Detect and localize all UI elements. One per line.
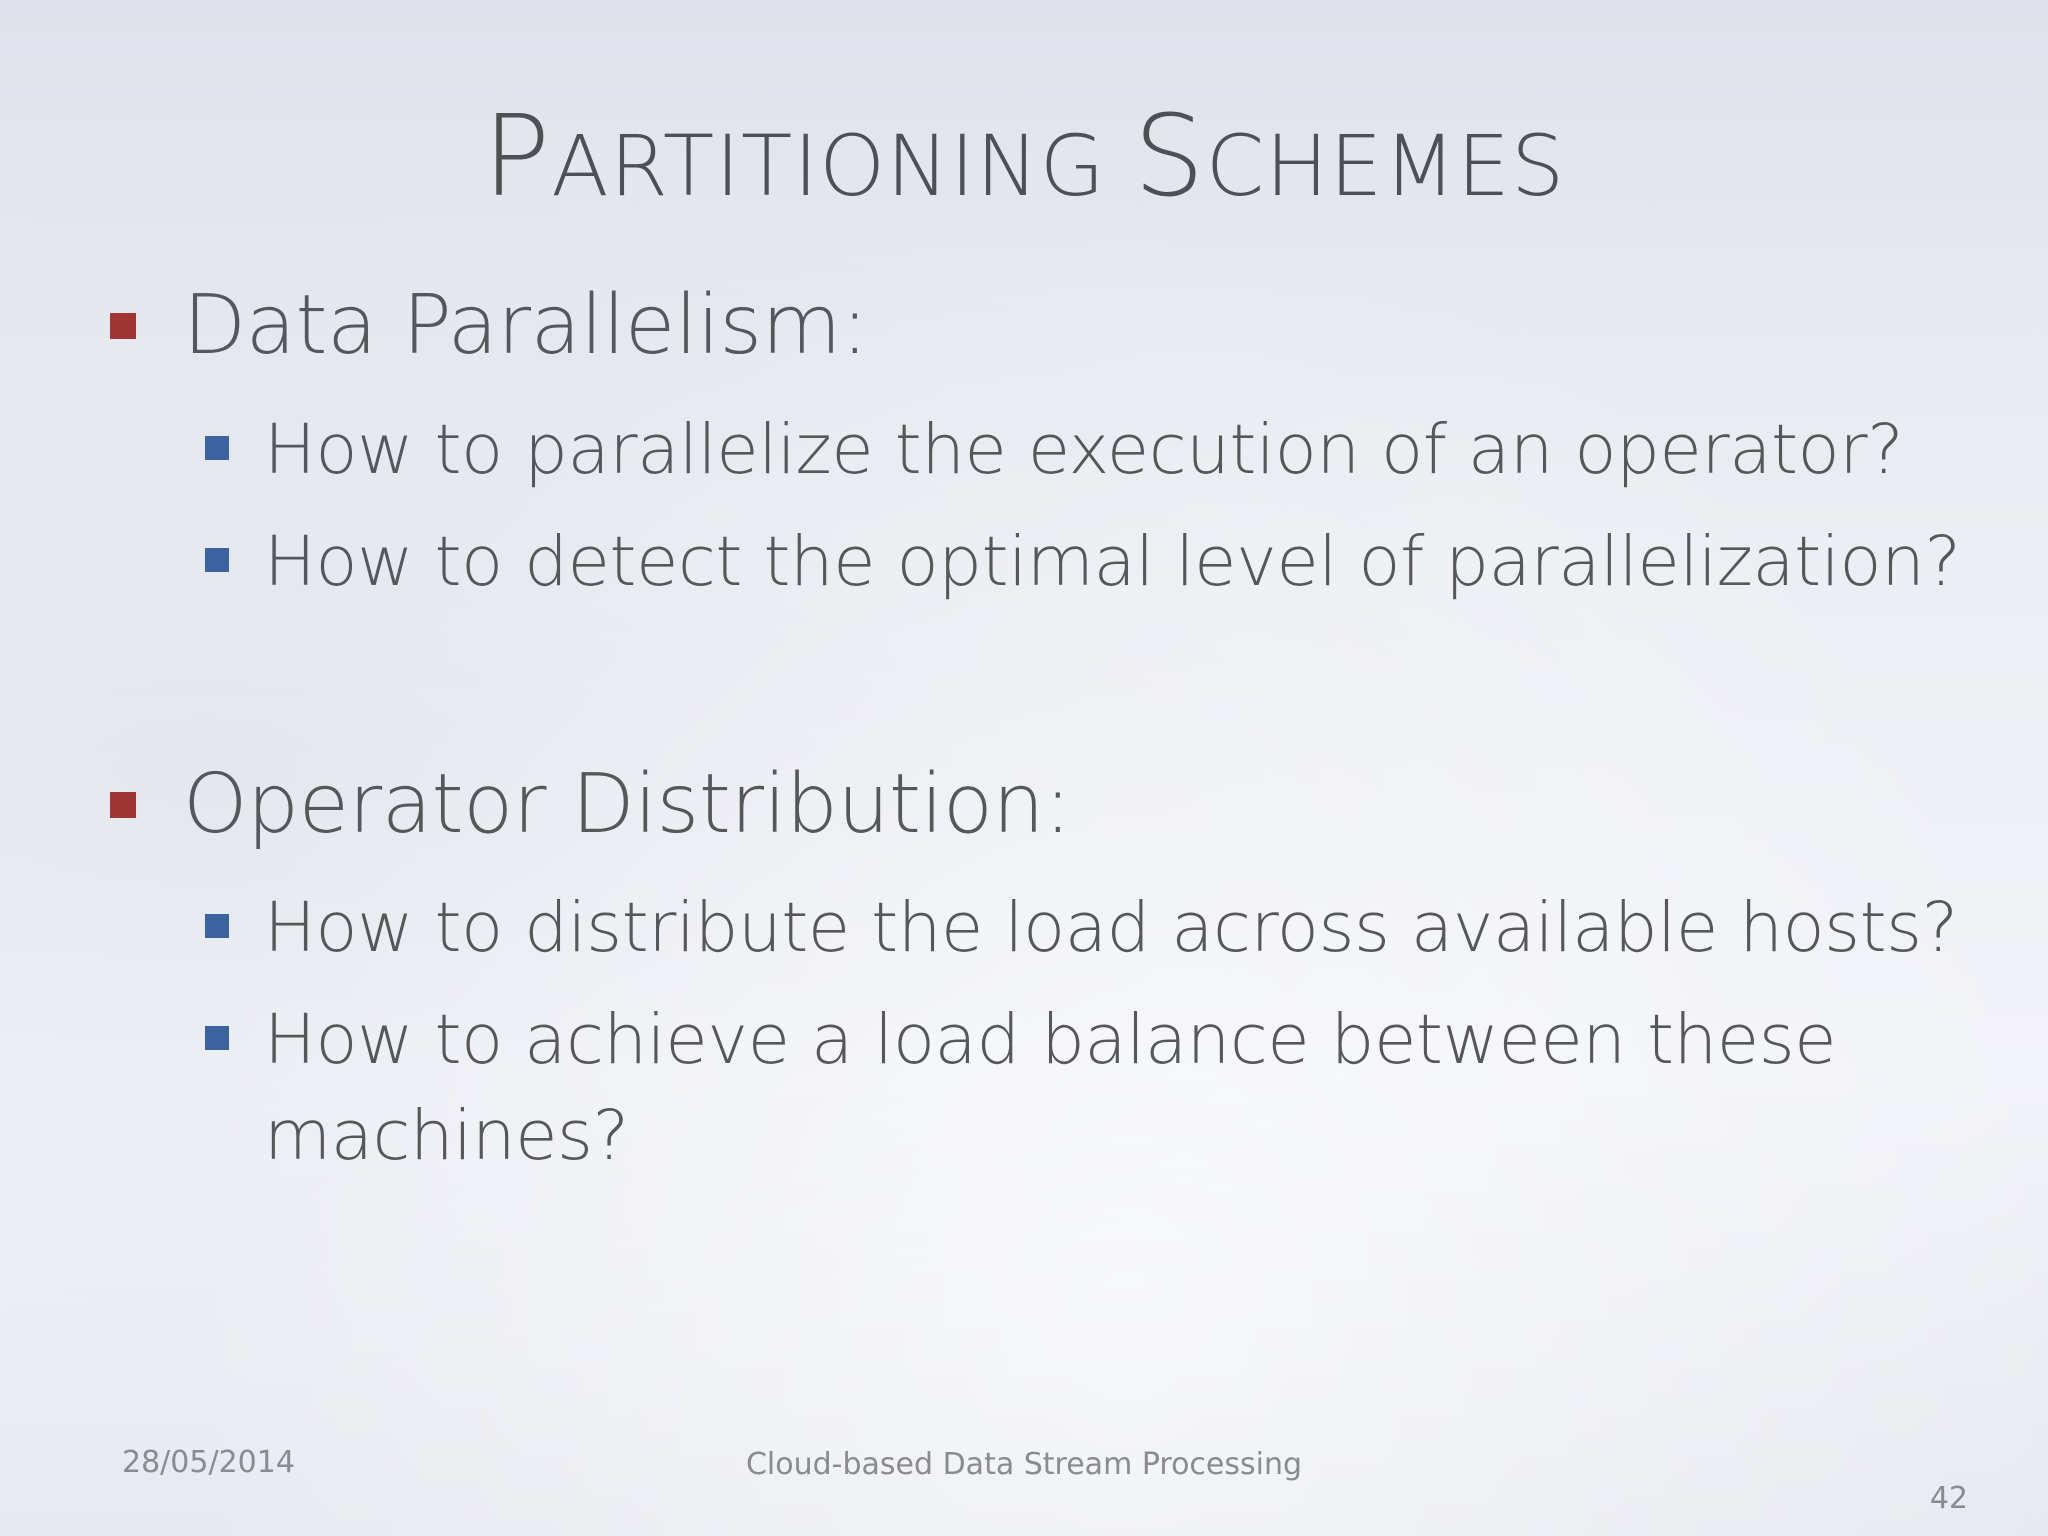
list-item: How to detect the optimal level of parallelization? [264,522,1961,602]
item-bullet-icon [205,1026,229,1050]
page-number: 42 [1929,1481,1968,1516]
section-heading-operator-distribution: Operator Distribution: [183,757,1072,852]
title-word-partitioning-rest: ARTITIONING [551,117,1106,215]
list-item: How to parallelize the execution of an operator? [264,410,1904,490]
section-bullet-icon [110,792,136,818]
title-word-schemes-rest: CHEMES [1205,117,1566,215]
list-item: How to distribute the load across available hosts? [264,888,1958,968]
item-bullet-icon [205,548,229,572]
title-initial-p: P [482,92,552,222]
slide-title [0,92,2048,222]
section-heading-data-parallelism: Data Parallelism: [183,278,869,373]
title-initial-s: S [1133,92,1206,222]
footer-date: 28/05/2014 [122,1445,295,1480]
list-item-continuation: machines? [264,1096,629,1176]
footer-title: Cloud-based Data Stream Processing [745,1447,1303,1482]
list-item: How to achieve a load balance between these [264,1000,1837,1080]
item-bullet-icon [205,914,229,938]
section-bullet-icon [110,313,136,339]
item-bullet-icon [205,436,229,460]
